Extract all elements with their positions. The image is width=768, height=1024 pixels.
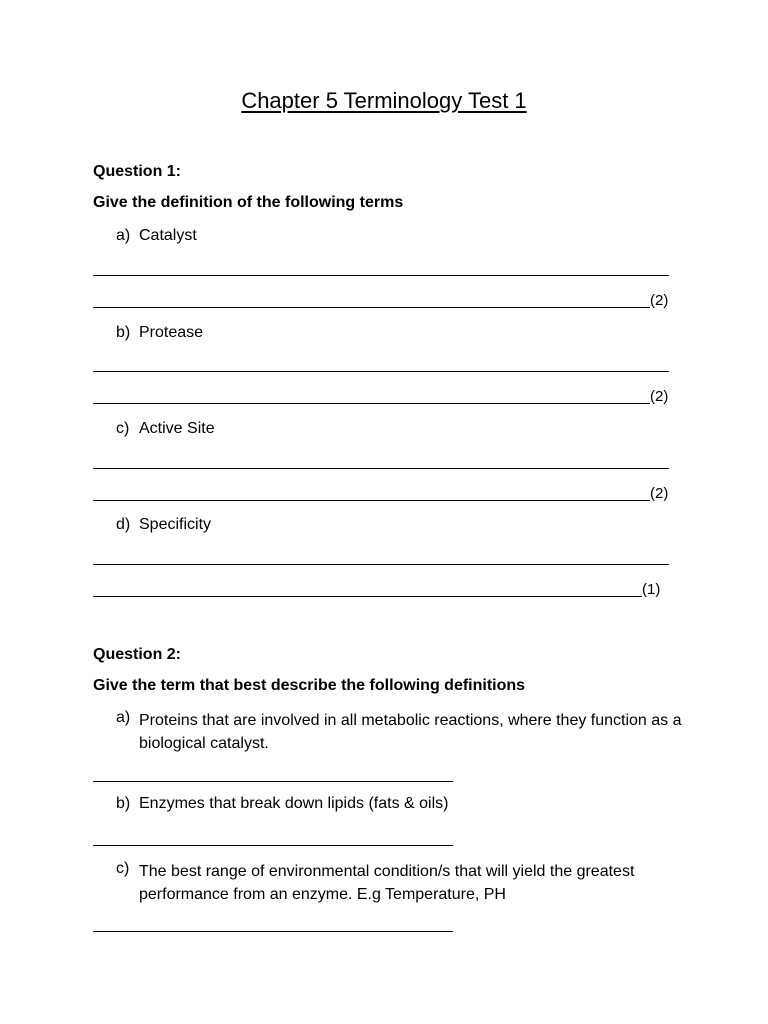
- answer-line: [93, 468, 669, 469]
- answer-line: [93, 845, 453, 846]
- q1-item-c-term: Active Site: [139, 420, 215, 437]
- q2-item-b-letter: b): [116, 795, 131, 812]
- q1-item-b-letter: b): [116, 324, 131, 341]
- q1-item-d-term: Specificity: [139, 516, 212, 533]
- question-2-heading: Question 2:: [93, 646, 182, 663]
- answer-line: [93, 371, 669, 372]
- q1-item-a-marks: (2): [650, 292, 669, 309]
- q1-item-a-letter: a): [116, 227, 131, 244]
- question-1-instruction: Give the definition of the following terms: [93, 194, 404, 211]
- q2-item-a-letter: a): [116, 709, 131, 726]
- answer-line: [93, 403, 650, 404]
- answer-line: [93, 781, 453, 782]
- question-2-instruction: Give the term that best describe the following definitions: [93, 677, 526, 694]
- q1-item-d-letter: d): [116, 516, 131, 533]
- answer-line: [93, 596, 642, 597]
- q2-item-b-text: Enzymes that break down lipids (fats & oils): [139, 795, 449, 812]
- q1-item-b-term: Protease: [139, 324, 204, 341]
- question-1-heading: Question 1:: [93, 163, 182, 180]
- answer-line: [93, 275, 669, 276]
- q1-item-b-marks: (2): [650, 388, 669, 405]
- answer-line: [93, 931, 453, 932]
- answer-line: [93, 307, 650, 308]
- q2-item-c-letter: c): [116, 860, 130, 877]
- q1-item-c-marks: (2): [650, 485, 669, 502]
- answer-line: [93, 564, 669, 565]
- q2-item-c-text: The best range of environmental condition/s that will yield the greatest performance from an enzyme. E.g Temperature, PH: [139, 863, 635, 903]
- document-title: Chapter 5 Terminology Test 1: [241, 88, 527, 113]
- q1-item-a-term: Catalyst: [139, 227, 197, 244]
- q2-item-a-text: Proteins that are involved in all metabolic reactions, where they function as a biological catalyst.: [139, 712, 682, 752]
- q1-item-c-letter: c): [116, 420, 130, 437]
- q1-item-d-marks: (1): [642, 581, 661, 598]
- answer-line: [93, 500, 650, 501]
